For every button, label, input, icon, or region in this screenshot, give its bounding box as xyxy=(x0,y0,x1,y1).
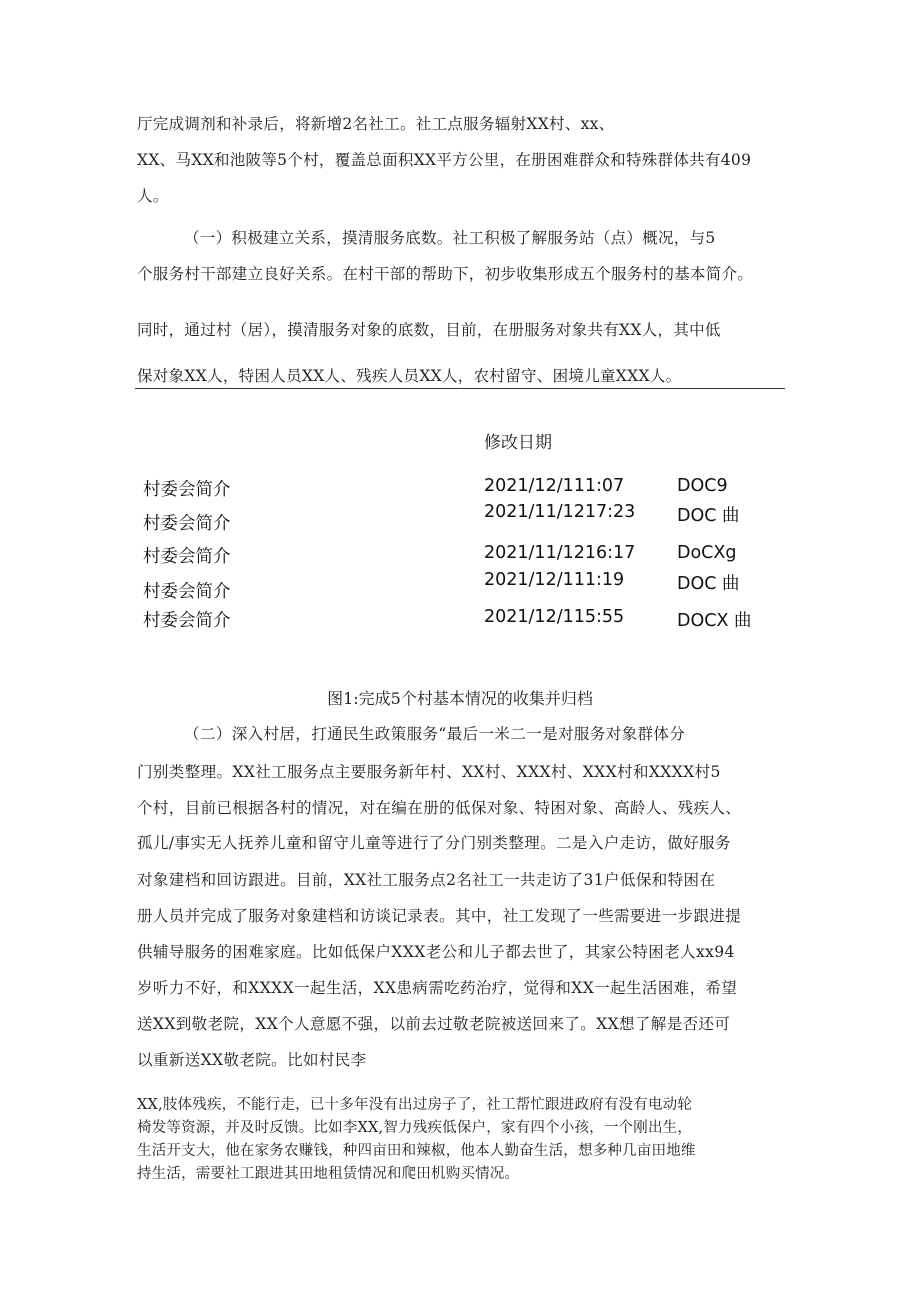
table-row-4-name: 村委会简介 xyxy=(143,582,231,602)
section-one-line-1: （一）积极建立关系，摸清服务底数。社工积极了解服务站（点）概况，与5 xyxy=(184,229,716,247)
intro-line-2: XX、马XX和池陂等5个村，覆盖总面积XX平方公里，在册困难群众和特殊群体共有409 xyxy=(137,151,752,169)
table-row-3-type: DoCXg xyxy=(677,543,737,563)
section-one-line-3: 同时，通过村（居），摸清服务对象的底数，目前，在册服务对象共有XX人，其中低 xyxy=(137,321,721,339)
table-header-modified-date: 修改日期 xyxy=(484,433,552,453)
tail-line-2: 椅发等资源，并及时反馈。比如李XX,智力残疾低保户，家有四个小孩，一个刚出生， xyxy=(137,1120,693,1136)
table-row-2-name: 村委会简介 xyxy=(143,514,231,534)
section-two-line-6: 册人员并完成了服务对象建档和访谈记录表。其中，社工发现了一些需要进一步跟进提 xyxy=(137,907,742,925)
divider-line xyxy=(135,388,785,389)
table-row-5-type: DOCX 曲 xyxy=(677,611,752,631)
section-two-line-2: 门别类整理。XX社工服务点主要服务新年村、XX村、XXX村、XXX村和XXXX村5 xyxy=(137,763,721,781)
table-row-5-date: 2021/12/115:55 xyxy=(484,607,625,627)
section-two-line-3: 个村，目前已根据各村的情况，对在编在册的低保对象、特困对象、高龄人、残疾人、 xyxy=(137,799,742,817)
table-row-1-date: 2021/12/111:07 xyxy=(484,476,625,496)
section-two-line-8: 岁听力不好，和XXXX一起生活，XX患病需吃药治疗，觉得和XX一起生活困难，希望 xyxy=(137,979,738,997)
table-row-5-name: 村委会简介 xyxy=(143,611,231,631)
intro-line-3: 人。 xyxy=(137,187,169,205)
table-row-3-date: 2021/11/1216:17 xyxy=(484,543,636,563)
table-row-1-type: DOC9 xyxy=(677,476,728,496)
tail-line-1: XX,肢体残疾，不能行走，已十多年没有出过房子了，社工帮忙跟进政府有没有电动轮 xyxy=(137,1097,693,1113)
table-row-4-type: DOC 曲 xyxy=(677,574,740,594)
intro-line-1: 厅完成调剂和补录后，将新增2名社工。社工点服务辐射XX村、xx、 xyxy=(137,115,615,133)
section-one-line-2: 个服务村干部建立良好关系。在村干部的帮助下，初步收集形成五个服务村的基本简介。 xyxy=(137,265,754,283)
section-two-line-5: 对象建档和回访跟进。目前，XX社工服务点2名社工一共走访了31户低保和特困在 xyxy=(137,871,716,889)
tail-line-4: 持生活，需要社工跟进其田地租赁情况和爬田机购买情况。 xyxy=(137,1166,520,1182)
table-row-2-date: 2021/11/1217:23 xyxy=(484,502,636,522)
section-two-line-10: 以重新送XX敬老院。比如村民李 xyxy=(137,1051,367,1069)
table-row-2-type: DOC 曲 xyxy=(677,506,740,526)
section-two-line-1: （二）深入村居，打通民生政策服务“最后一米二一是对服务对象群体分 xyxy=(184,725,686,743)
section-two-line-9: 送XX到敬老院，XX个人意愿不强，以前去过敬老院被送回来了。XX想了解是否还可 xyxy=(137,1015,731,1033)
table-row-1-name: 村委会简介 xyxy=(143,480,231,500)
table-row-4-date: 2021/12/111:19 xyxy=(484,570,625,590)
section-one-line-4: 保对象XX人，特困人员XX人、残疾人员XX人，农村留守、困境儿童XXX人。 xyxy=(137,367,682,385)
section-two-line-4: 孤儿/事实无人抚养儿童和留守儿童等进行了分门别类整理。二是入户走访，做好服务 xyxy=(137,834,731,852)
figure-caption: 图1:完成5个村基本情况的收集并归档 xyxy=(327,689,593,708)
table-row-3-name: 村委会简介 xyxy=(143,547,231,567)
section-two-line-7: 供辅导服务的困难家庭。比如低保户XXX老公和儿子都去世了，其家公特困老人xx94 xyxy=(137,943,735,961)
tail-line-3: 生活开支大，他在家务农赚钱，种四亩田和辣椒，他本人勤奋生活，想多种几亩田地维 xyxy=(137,1143,696,1159)
